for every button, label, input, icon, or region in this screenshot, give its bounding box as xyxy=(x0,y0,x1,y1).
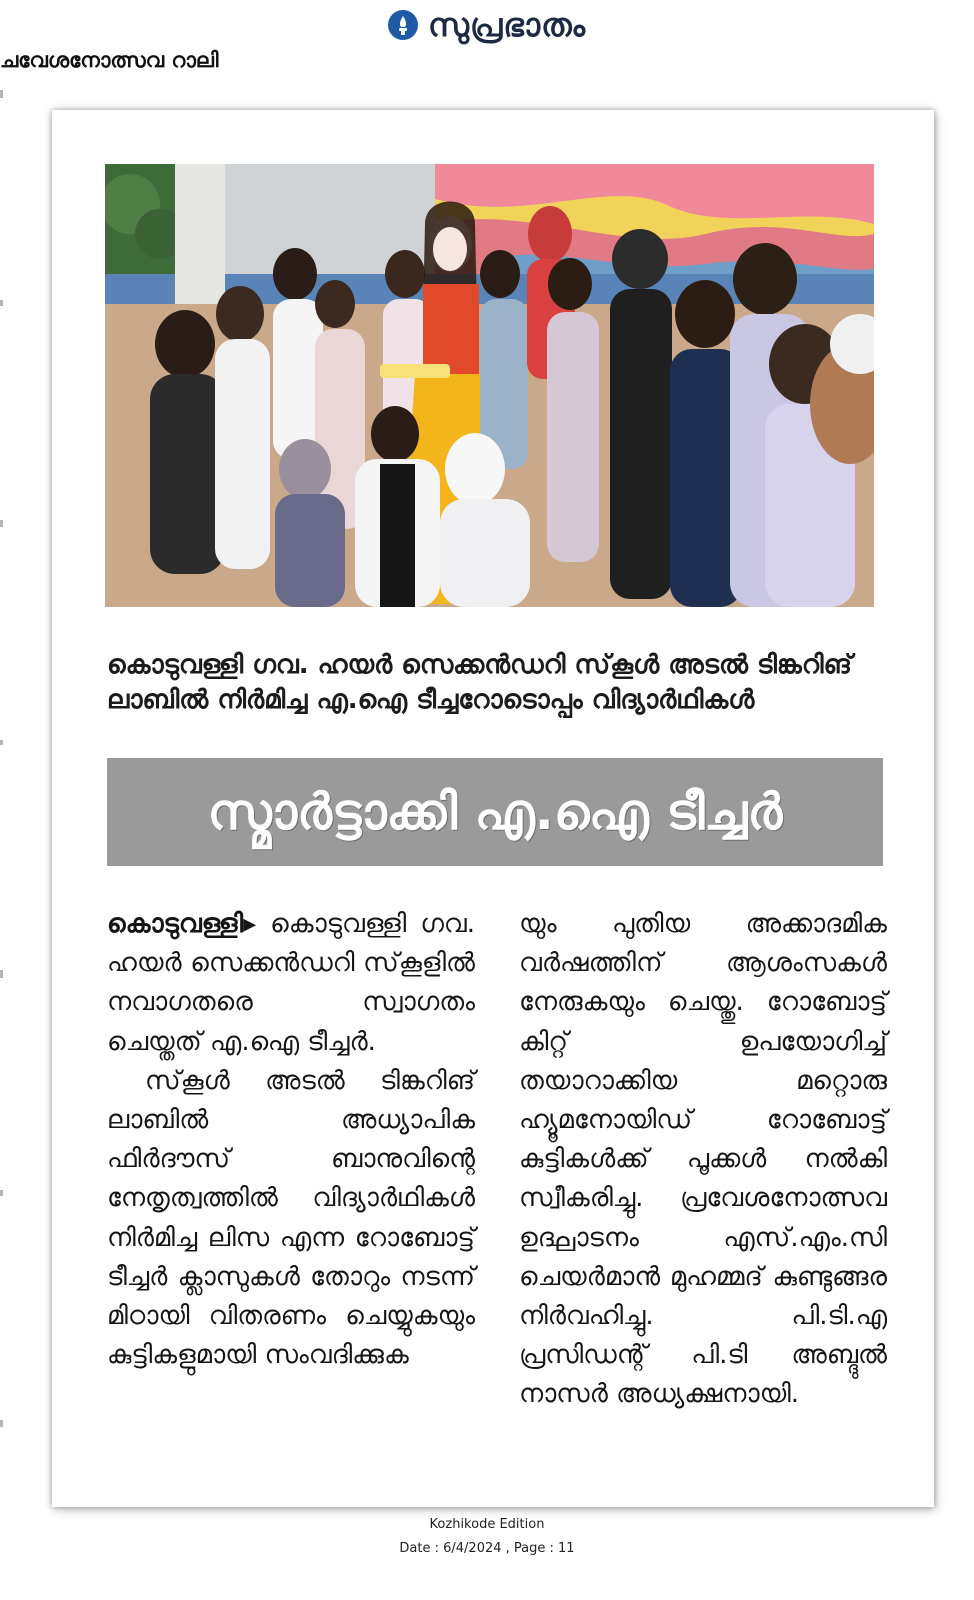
article-paragraph xyxy=(107,905,475,1062)
page-footer xyxy=(0,1513,974,1561)
headline-banner xyxy=(107,758,883,866)
edition-label: Kozhikode Edition xyxy=(429,1517,545,1532)
date-page-label: Date : 6/4/2024 , Page : 11 xyxy=(399,1541,575,1556)
lamp-logo-icon xyxy=(388,10,418,40)
dateline-marker-icon: ▸ xyxy=(243,909,257,939)
article-photo xyxy=(105,164,874,607)
newspaper-title: സുപ്രഭാതം xyxy=(427,5,587,44)
masthead xyxy=(0,0,974,50)
photo-caption: കൊടുവള്ളി ഗവ. ഹയർ സെക്കൻഡറി സ്‌കൂൾ അടൽ ടിങ്കറിങ് ലാബിൽ നിർമിച്ച എ.ഐ ടീച്ചറോടൊപ്പം വിദ്യാർഥികൾ xyxy=(107,650,852,715)
paragraph-1: കൊടുവള്ളി ഗവ. ഹയർ സെക്കൻഡറി സ്‌കൂളിൽ നവാഗതരെ സ്വാഗതം ചെയ്തത് എ.ഐ ടീച്ചർ. xyxy=(107,909,475,1057)
paragraph-2: സ്‌കൂൾ അടൽ ടിങ്കറിങ് ലാബിൽ അധ്യാപിക ഫിർദൗസ് ബാനുവിന്റെ നേതൃത്വത്തിൽ വിദ്യാർഥികൾ നിർമിച്ച ലിസ എന്ന റോബോട്ട് ടീച്ചർ ക്ലാസുകൾ തോറും നടന്ന് മിഠായി വിതരണം ചെയ്യുകയും കുട്ടികളുമായി സംവദിക്കുക xyxy=(107,1065,475,1371)
article-clipping xyxy=(52,110,934,1507)
dateline: കൊടുവള്ളി xyxy=(107,909,244,939)
adjacent-article-strip: ചവേശനോത്സവ റാലി xyxy=(0,48,219,72)
article-column-right xyxy=(519,905,887,1415)
page-edge-marks xyxy=(0,90,6,1590)
article-column-left xyxy=(107,905,475,1375)
headline: സ്മാർട്ടാക്കി എ.ഐ ടീച്ചർ xyxy=(207,782,783,841)
paragraph-3: യും പുതിയ അക്കാദമിക വർഷത്തിന് ആശംസകൾ നേരുകയും ചെയ്തു. റോബോട്ട് കിറ്റ് ഉപയോഗിച്ച് തയാറാക്കിയ മറ്റൊരു ഹ്യൂമനോയിഡ് റോബോട്ട് കുട്ടികൾക്ക് പൂക്കൾ നൽകി സ്വീകരിച്ചു. പ്രവേശനോത്സവ ഉദ്ഘാടനം എസ്.എം.സി ചെയർമാൻ മുഹമ്മദ് കുണ്ടുങ്ങര നിർവഹിച്ചു. പി.ടി.എ പ്രസിഡന്റ് പി.ടി അബ്ദുൽ നാസർ അധ്യക്ഷനായി. xyxy=(519,909,887,1410)
